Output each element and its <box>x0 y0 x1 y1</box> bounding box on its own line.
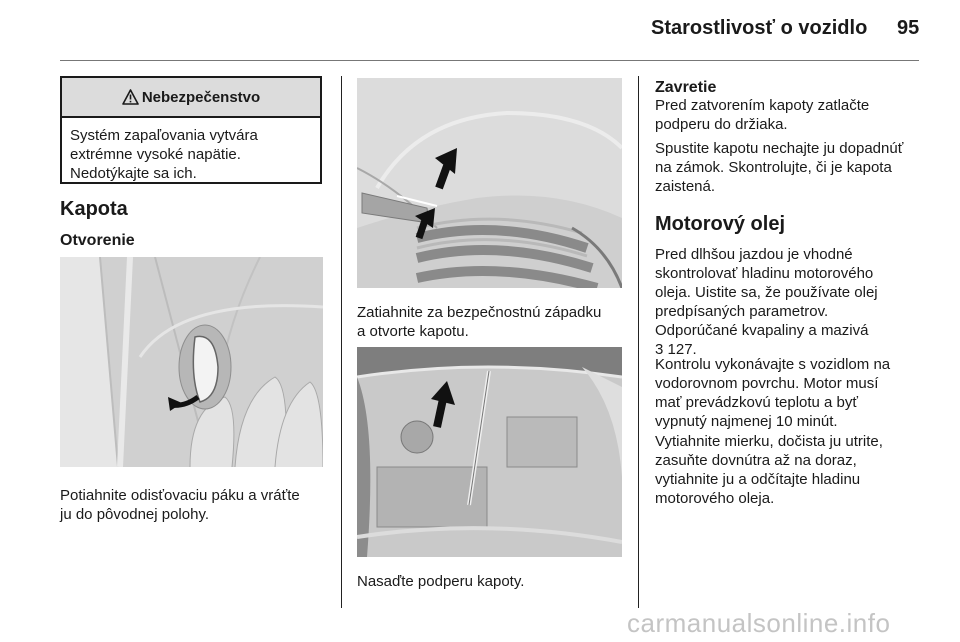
caption-line: a otvorte kapotu. <box>357 323 469 340</box>
text-line: Odporúčané kvapaliny a mazivá <box>655 322 869 339</box>
caption-line: Zatiahnite za bezpečnostnú západku <box>357 304 602 321</box>
caption-safety-catch <box>357 303 601 341</box>
page-reference: 3 127. <box>655 341 697 358</box>
close-paragraph-2 <box>655 139 903 196</box>
danger-warning-box <box>60 76 322 184</box>
text-line: zasuňte dovnútra až na doraz, <box>655 452 857 469</box>
caption-line: Potiahnite odisťovaciu páku a vráťte <box>60 487 300 504</box>
text-line: vytiahnite ju a odčítajte hladinu <box>655 471 861 488</box>
watermark-text: carmanualsonline.info <box>627 608 891 638</box>
close-paragraph-1 <box>655 96 869 134</box>
text-line: Vytiahnite mierku, dočista ju utrite, <box>655 433 883 450</box>
page-number: 95 <box>897 17 920 39</box>
text-line: zaistená. <box>655 178 716 195</box>
column-divider-left <box>341 76 342 608</box>
text-line: vodorovnom povrchu. Motor musí <box>655 375 879 392</box>
caption-release-lever <box>60 486 300 524</box>
oil-paragraph-2 <box>655 355 890 431</box>
oil-paragraph-3 <box>655 432 883 508</box>
text-line: predpísaných parametrov. <box>655 303 829 320</box>
figure-bonnet-stay <box>357 347 622 557</box>
subsection-title-open: Otvorenie <box>60 232 135 249</box>
section-title-engine-oil: Motorový olej <box>655 213 786 235</box>
text-line: mať prevádzkovú teplotu a byť <box>655 394 859 411</box>
text-line: vypnutý najmenej 10 minút. <box>655 413 838 430</box>
text-line: oleja. Uistite sa, že používate olej <box>655 284 878 301</box>
text-line: Pred dlhšou jazdou je vhodné <box>655 246 853 263</box>
text-line: Spustite kapotu nechajte ju dopadnúť <box>655 140 904 157</box>
section-title-kapota: Kapota <box>60 198 128 220</box>
caption-bonnet-stay: Nasaďte podperu kapoty. <box>357 573 525 590</box>
text-line: skontrolovať hladinu motorového <box>655 265 874 282</box>
warning-line: Nedotýkajte sa ich. <box>70 165 197 182</box>
text-line: Pred zatvorením kapoty zatlačte <box>655 97 870 114</box>
warning-title: Nebezpečenstvo <box>141 88 261 106</box>
text-line: na zámok. Skontrolujte, či je kapota <box>655 159 892 176</box>
warning-text <box>62 118 320 183</box>
header-rule <box>60 60 919 61</box>
column-divider-right <box>638 76 639 608</box>
figure-release-lever <box>60 257 323 467</box>
oil-paragraph-1 <box>655 245 878 359</box>
warning-header <box>62 78 320 118</box>
subsection-title-close: Zavretie <box>655 79 717 96</box>
page-header-title: Starostlivosť o vozidlo <box>651 17 868 39</box>
warning-line: extrémne vysoké napätie. <box>70 146 241 163</box>
text-line: motorového oleja. <box>655 490 775 507</box>
text-line: podperu do držiaka. <box>655 116 788 133</box>
caption-line: ju do pôvodnej polohy. <box>60 506 210 523</box>
warning-line: Systém zapaľovania vytvára <box>70 127 258 144</box>
text-line: Kontrolu vykonávajte s vozidlom na <box>655 356 891 373</box>
warning-triangle-icon <box>122 89 139 105</box>
figure-safety-catch <box>357 78 622 288</box>
